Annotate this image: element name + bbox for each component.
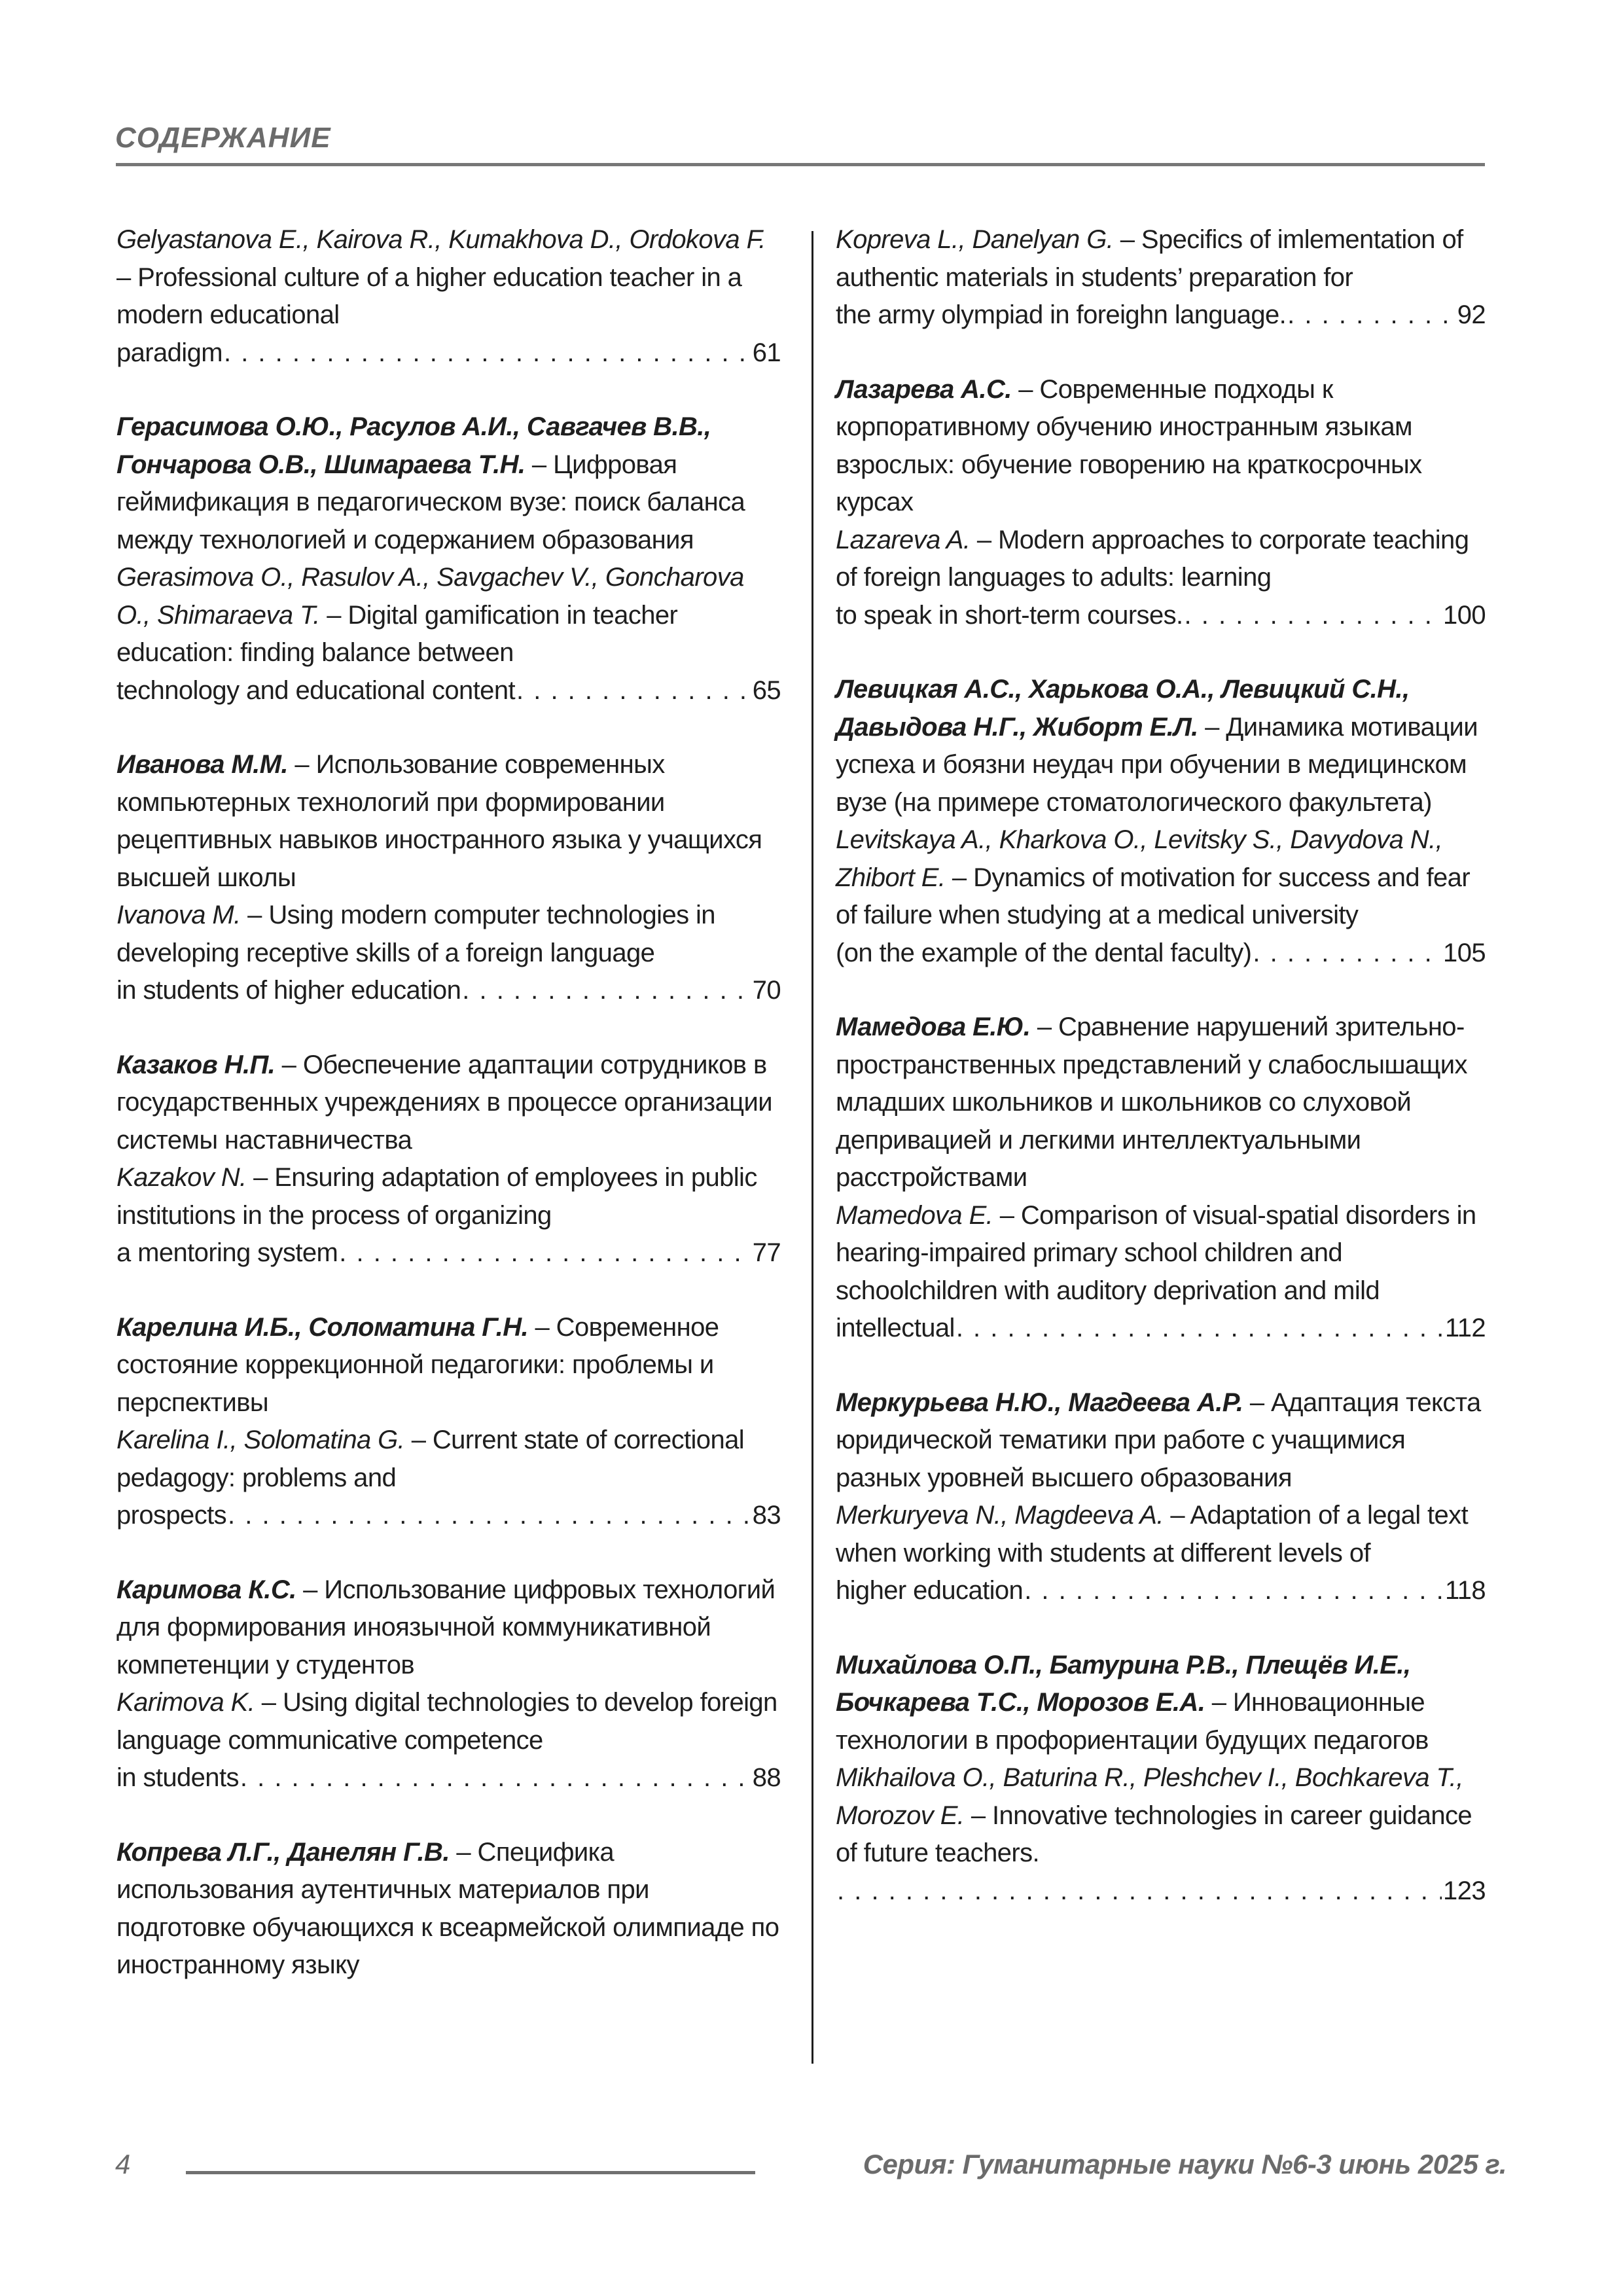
dot-leader [224,334,751,372]
toc-entry[interactable] [116,408,781,709]
ru-authors: Каримова К.С. [116,1575,296,1604]
page-number[interactable]: 88 [752,1763,781,1792]
entry-en [116,221,781,334]
ru-title: – Использование цифровых технологий для формирования иноязычной коммуникативной компетенции у студентов [116,1575,776,1679]
toc-left-column [116,221,781,2021]
page-number[interactable]: 92 [1457,300,1486,329]
ru-title: – Инновационные технологии в профориентации будущих педагогов [836,1688,1429,1755]
ru-title: – Современные подходы к корпоративному обучению иностранным языкам взрослых: обучение говорению на краткосрочных курсах [836,374,1422,516]
en-title-end: in students [116,1763,239,1792]
dot-leader [1024,1572,1444,1610]
toc-leader-line [116,334,781,372]
column-divider [812,231,813,2064]
dot-leader [516,672,751,710]
entry-en [116,1422,781,1497]
dot-leader [1287,296,1456,334]
en-title: – Ensuring adaptation of employees in public institutions in the process of organizing [116,1163,757,1230]
toc-leader-line [116,972,781,1010]
footer-page-number: 4 [115,2149,131,2179]
toc-leader-line [116,1497,781,1535]
page-title: СОДЕРЖАНИЕ [115,122,331,154]
en-title: – Digital gamification in teacher education: finding balance between [116,600,678,667]
ru-title: – Современное состояние коррекционной педагогики: проблемы и перспективы [116,1312,719,1417]
page-number[interactable]: 65 [752,675,781,705]
toc-leader-line [116,1234,781,1272]
en-authors: Lazareva A. [836,525,971,554]
ru-title: – Обеспечение адаптации сотрудников в государственных учреждениях в процессе организации системы наставничества [116,1050,772,1155]
en-title-end: paradigm [116,338,223,367]
footer-series-title: Серия: Гуманитарные науки №6-3 июнь 2025 г. [863,2149,1507,2179]
en-title-end: (on the example of the dental faculty) [836,938,1252,967]
ru-authors: Лазарева А.С. [836,374,1012,404]
en-authors: Mikhailova O., Baturina R., Pleshchev I., Bochkareva T., Morozov E. [836,1763,1463,1830]
entry-ru [116,1047,781,1160]
en-title-end: in students of higher education [116,976,461,1005]
en-title: – Specifics of imlementation of authentic materials in students’ preparation for [836,225,1463,292]
en-title: – Using modern computer technologies in developing receptive skills of a foreign language [116,901,715,967]
en-title-end: higher education [836,1576,1024,1605]
en-title: – Current state of correctional pedagogy: problems and [116,1426,745,1492]
toc-entry[interactable] [836,1647,1486,1910]
ru-authors: Карелина И.Б., Соломатина Г.Н. [116,1312,528,1342]
dot-leader [1253,935,1442,973]
en-title-end: the army olympiad in foreighn language. [836,300,1287,329]
en-title: – Adaptation of a legal text when working with students at different levels of [836,1501,1469,1568]
en-authors: Karimova K. [116,1688,255,1717]
page-number[interactable]: 118 [1445,1576,1486,1605]
ru-title: – Специфика использования аутентичных материалов при подготовке обучающихся к всеармейской олимпиаде по иностранному языку [116,1837,779,1979]
ru-title: – Динамика мотивации успеха и боязни неудач при обучении в медицинском вузе (на примере стоматологического факультета) [836,712,1478,817]
entry-ru [116,1571,781,1685]
toc-entry[interactable] [116,746,781,1010]
ru-title: – Цифровая геймификация в педагогическом вузе: поиск баланса между технологией и содержанием образования [116,450,745,554]
toc-leader-line [836,1572,1486,1610]
page-number[interactable]: 105 [1443,938,1486,967]
entry-en [116,1684,781,1759]
toc-leader-line [836,1310,1486,1348]
en-title-end: to speak in short-term courses. [836,600,1183,630]
ru-authors: Михайлова О.П., Батурина Р.В., Плещёв И.Е., Бочкарева Т.С., Морозов Е.А. [836,1650,1411,1717]
entry-ru [836,1009,1486,1197]
ru-authors: Левицкая А.С., Харькова О.А., Левицкий С.Н., Давыдова Н.Г., Жиборт Е.Л. [836,675,1410,742]
page-number[interactable]: 77 [752,1238,781,1267]
entry-ru [116,408,781,559]
ru-authors: Герасимова О.Ю., Расулов А.И., Савгачев В.В., Гончарова О.В., Шимараева Т.Н. [116,412,711,479]
toc-entry[interactable] [836,371,1486,635]
toc-entry[interactable] [836,671,1486,972]
page-number[interactable]: 100 [1443,600,1486,630]
toc-entry[interactable] [116,1571,781,1797]
entry-en [836,1759,1486,1873]
dot-leader [837,1873,1442,1910]
page-number[interactable]: 70 [752,976,781,1005]
entry-en [116,559,781,672]
en-authors: Kopreva L., Danelyan G. [836,225,1114,254]
en-title: – Dynamics of motivation for success and fear of failure when studying at a medical university [836,863,1471,929]
entry-ru [116,746,781,897]
en-title-end: technology and educational content [116,675,515,705]
toc-entry[interactable] [836,1009,1486,1348]
en-authors: Mamedova E. [836,1200,993,1230]
page-number[interactable]: 123 [1443,1876,1486,1905]
ru-authors: Мамедова Е.Ю. [836,1013,1031,1041]
toc-leader-line [116,672,781,710]
en-title: – Professional culture of a higher education teacher in a modern educational [116,262,742,329]
dot-leader [462,972,751,1010]
toc-leader-line [116,1759,781,1797]
en-authors: Gelyastanova E., Kairova R., Kumakhova D., Ordokova F. [116,225,766,254]
en-title-end: a mentoring system [116,1238,338,1267]
entry-ru [836,671,1486,821]
en-title-end: prospects [116,1501,227,1530]
toc-entry[interactable] [836,1384,1486,1610]
ru-authors: Казаков Н.П. [116,1050,276,1079]
en-title: – Modern approaches to corporate teaching of foreign languages to adults: learning [836,525,1469,592]
ru-authors: Меркурьева Н.Ю., Магдеева А.Р. [836,1388,1243,1417]
entry-en [836,1497,1486,1572]
en-authors: Gerasimova O., Rasulov A., Savgachev V., Goncharova O., Shimaraeva T. [116,563,744,630]
en-authors: Kazakov N. [116,1163,247,1192]
header-rule [116,163,1485,166]
toc-entry[interactable] [116,1309,781,1535]
en-title: – Comparison of visual-spatial disorders in hearing-impaired primary school children and schoolchildren with auditory deprivation and mild [836,1200,1476,1305]
entry-en [836,1197,1486,1310]
page-number[interactable]: 61 [752,338,781,367]
dot-leader [956,1310,1444,1348]
entry-en [836,221,1486,296]
entry-ru [836,1647,1486,1760]
ru-title: – Адаптация текста юридической тематики при работе с учащимися разных уровней высшего образования [836,1388,1481,1492]
en-title: – Innovative technologies in career guidance of future teachers. [836,1801,1472,1867]
en-title: – Using digital technologies to develop foreign language communicative competence [116,1688,777,1755]
entry-en [836,522,1486,597]
toc-leader-line [836,296,1486,334]
footer-rule [186,2171,755,2174]
entry-en [116,897,781,972]
ru-authors: Копрева Л.Г., Данелян Г.В. [116,1837,450,1867]
toc-entry[interactable] [836,221,1486,334]
dot-leader [339,1234,751,1272]
toc-leader-line [836,935,1486,973]
en-authors: Karelina I., Solomatina G. [116,1426,405,1454]
en-authors: Levitskaya A., Kharkova O., Levitsky S., Davydova N., Zhibort E. [836,825,1443,892]
toc-entry[interactable] [116,221,781,372]
entry-en [116,1159,781,1234]
entry-en [836,821,1486,935]
ru-title: – Сравнение нарушений зрительно-пространственных представлений у слабослышащих младших школьников и школьников со слуховой депривацией и легкими интеллектуальными расстройствами [836,1013,1467,1192]
page-number[interactable]: 83 [752,1501,781,1530]
toc-leader-line [836,1873,1486,1910]
toc-right-column [836,221,1486,1946]
toc-leader-line [836,597,1486,635]
en-title-end: intellectual [836,1314,955,1342]
page-number[interactable]: 112 [1445,1314,1486,1342]
toc-entry[interactable] [116,1047,781,1272]
entry-ru [116,1309,781,1422]
dot-leader [1185,597,1442,635]
ru-title: – Использование современных компьютерных технологий при формировании рецептивных навыков иностранного языка у учащихся высшей школы [116,750,762,892]
dot-leader [228,1497,751,1535]
toc-entry[interactable] [116,1834,781,1984]
entry-ru [836,1384,1486,1498]
en-authors: Ivanova M. [116,901,241,929]
ru-authors: Иванова М.М. [116,750,288,779]
dot-leader [240,1759,751,1797]
en-authors: Merkuryeva N., Magdeeva A. [836,1501,1164,1530]
entry-ru [836,371,1486,522]
entry-ru [116,1834,781,1984]
